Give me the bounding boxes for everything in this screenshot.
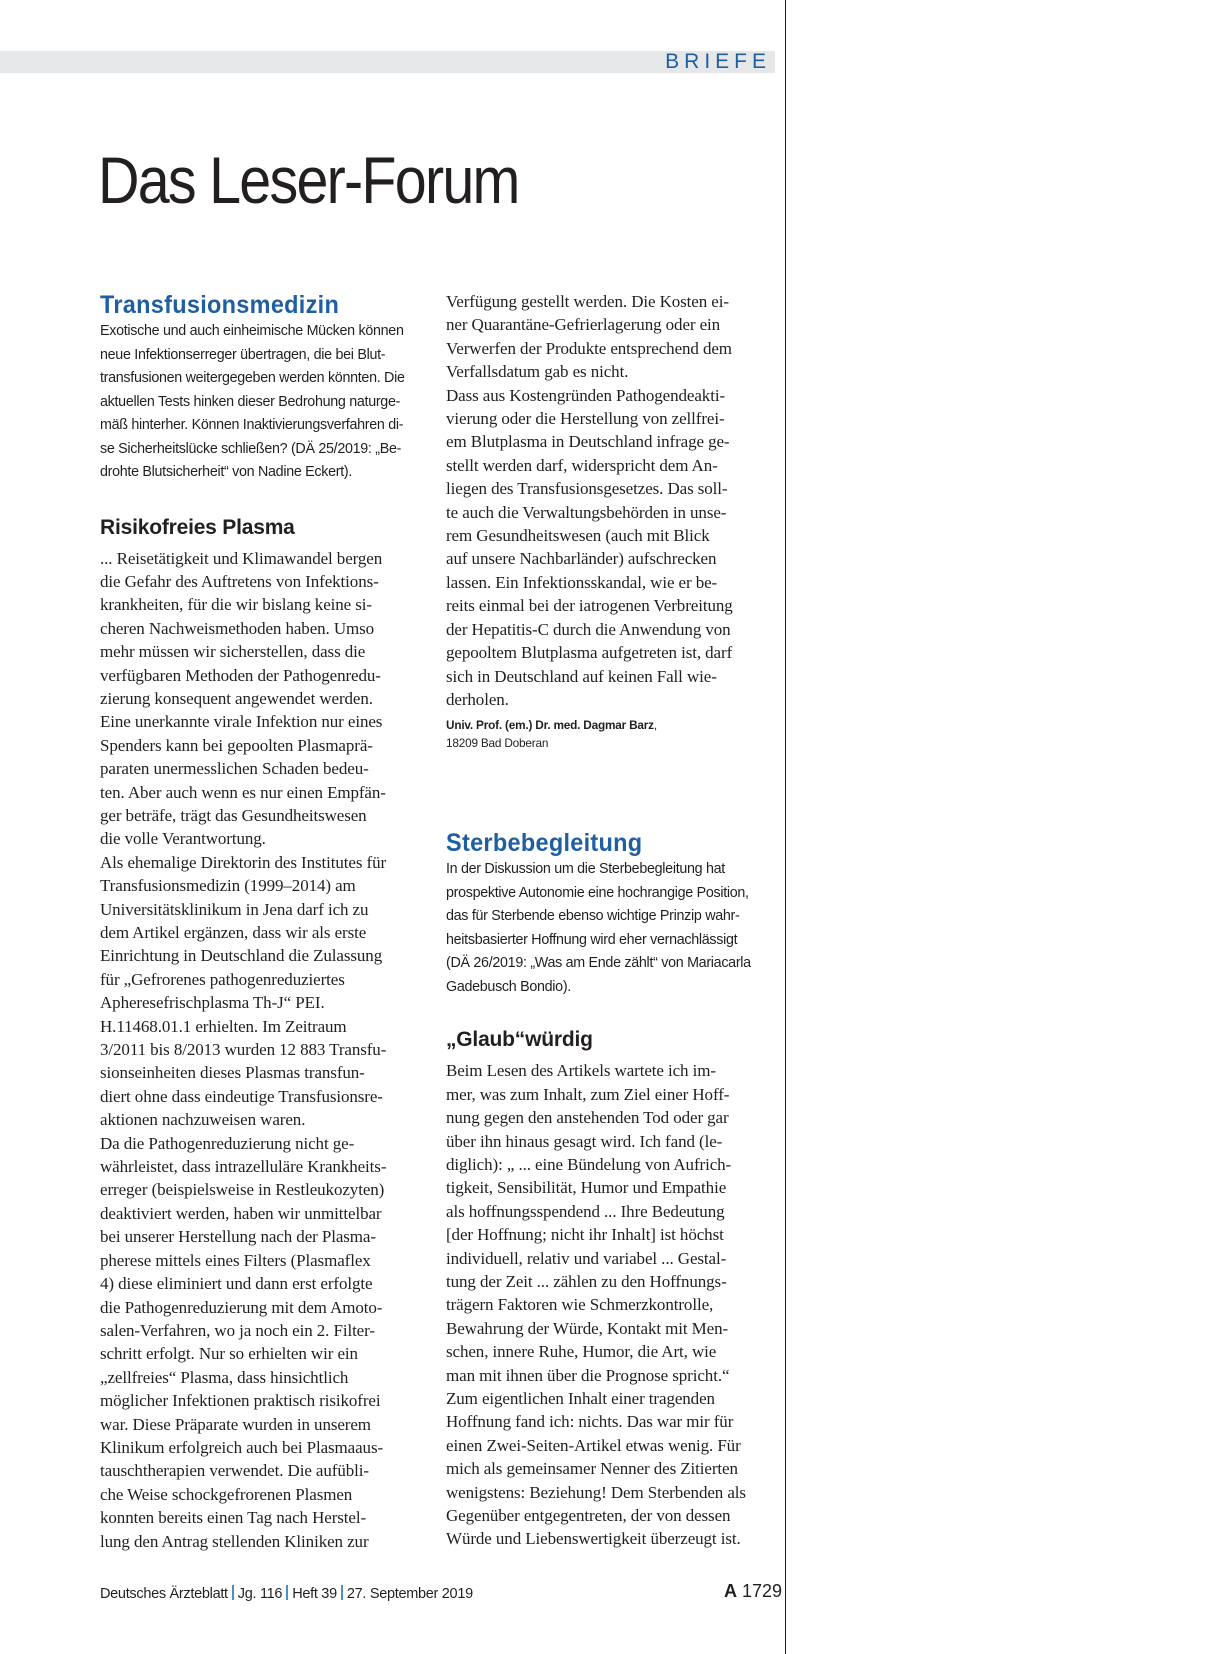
journal-issue: Heft 39 xyxy=(292,1586,337,1602)
text-line: H.11468.01.1 erhielten. Im Zeitraum xyxy=(100,1016,347,1036)
text-line: Dass aus Kostengründen Pathogendeakti- xyxy=(446,385,725,405)
text-line: aktuellen Tests hinken dieser Bedrohung naturge- xyxy=(100,393,401,410)
text-line: mäß hinterher. Können Inaktivierungsverfahren di- xyxy=(100,417,404,433)
author-suffix: , xyxy=(653,718,657,733)
journal-volume: Jg. 116 xyxy=(237,1586,283,1602)
text-line: te auch die Verwaltungsbehörden in unse- xyxy=(446,502,727,522)
text-line: Hoffnung fand ich: nichts. Das war mir für xyxy=(446,1412,734,1432)
letter1-body-part2 xyxy=(446,290,786,711)
text-line: die Pathogenreduzierung mit dem Amoto- xyxy=(100,1297,383,1317)
text-line: mehr müssen wir sicherstellen, dass die xyxy=(100,642,366,662)
text-line: Spenders kann bei gepoolten Plasmaprä- xyxy=(100,735,373,755)
author-name: Univ. Prof. (em.) Dr. med. Dagmar Barz xyxy=(446,718,654,733)
text-line: Beim Lesen des Artikels wartete ich im- xyxy=(446,1061,716,1081)
text-line: individuell, relativ und variabel ... Gestal- xyxy=(446,1248,727,1268)
letter1-author xyxy=(446,716,786,752)
text-line: war. Diese Präparate wurden in unserem xyxy=(100,1414,371,1434)
text-line: se Sicherheitslücke schließen? (DÄ 25/2019: „Be- xyxy=(100,440,402,457)
text-line: Verfügung gestellt werden. Die Kosten ei- xyxy=(446,292,729,311)
text-line: 4) diese eliminiert und dann erst erfolgte xyxy=(100,1274,373,1294)
text-line: zierung konsequent angewendet werden. xyxy=(100,688,373,708)
text-line: „zellfreies“ Plasma, dass hinsichtlich xyxy=(100,1367,349,1387)
text-line: schen, innere Ruhe, Humor, die Art, wie xyxy=(446,1342,717,1362)
text-line: che Weise schockgefrorenen Plasmen xyxy=(100,1484,353,1504)
text-line: lassen. Ein Infektionsskandal, wie er be- xyxy=(446,572,718,592)
text-line: gepooltem Blutplasma aufgetreten ist, darf xyxy=(446,643,733,663)
text-line: Eine unerkannte virale Infektion nur eines xyxy=(100,712,383,732)
text-line: stellt werden darf, widerspricht dem An- xyxy=(446,455,718,475)
text-line: derholen. xyxy=(446,689,509,709)
journal-name: Deutsches Ärzteblatt xyxy=(100,1586,228,1602)
text-line: möglicher Infektionen praktisch risikofrei xyxy=(100,1391,381,1411)
text-line: Exotische und auch einheimische Mücken können xyxy=(100,323,404,339)
text-line: Apheresefrischplasma Th-J“ PEI. xyxy=(100,993,325,1013)
text-line: einen Zwei-Seiten-Artikel etwas wenig. Für xyxy=(446,1435,741,1455)
text-line: die Gefahr des Auftretens von Infektions- xyxy=(100,571,379,591)
text-line: bei unserer Herstellung nach der Plasma- xyxy=(100,1227,376,1247)
text-line: (DÄ 26/2019: „Was am Ende zählt“ von Mariacarla xyxy=(446,955,751,972)
footer-citation xyxy=(100,1584,473,1604)
separator xyxy=(232,1585,234,1600)
text-line: ten. Aber auch wenn es nur einen Empfän- xyxy=(100,782,386,802)
text-line: mich als gemeinsamer Nenner des Zitierten xyxy=(446,1459,738,1479)
text-line: dem Artikel ergänzen, dass wir als erste xyxy=(100,923,367,942)
text-line: 3/2011 bis 8/2013 wurden 12 883 Transfu- xyxy=(100,1040,387,1060)
text-line: Transfusionsmedizin (1999–2014) am xyxy=(100,876,356,896)
text-line: auf unsere Nachbarländer) aufschrecken xyxy=(446,549,717,569)
text-line: paraten unermesslichen Schaden bedeu- xyxy=(100,759,369,779)
text-line: In der Diskussion um die Sterbebegleitung hat xyxy=(446,861,725,878)
text-line: sionseinheiten dieses Plasmas transfun- xyxy=(100,1063,365,1083)
text-line: als hoffnungsspendend ... Ihre Bedeutung xyxy=(446,1201,725,1221)
text-line: sich in Deutschland auf keinen Fall wie- xyxy=(446,666,717,686)
letter2-intro xyxy=(446,858,786,999)
text-line: Gadebusch Bondio). xyxy=(446,978,571,995)
letter-headline: „Glaub“würdig xyxy=(446,1028,593,1052)
text-line: das für Sterbende ebenso wichtige Prinzip wahr- xyxy=(446,908,740,925)
text-line: für „Gefrorenes pathogenreduziertes xyxy=(100,969,345,989)
letter1-intro xyxy=(100,320,440,485)
text-line: vierung oder die Herstellung von zellfrei- xyxy=(446,409,725,429)
separator xyxy=(341,1585,343,1600)
text-line: krankheiten, für die wir bislang keine si- xyxy=(100,595,372,615)
page-title: Das Leser-Forum xyxy=(98,143,519,217)
page-value: 1729 xyxy=(742,1581,783,1601)
letter-headline: Risikofreies Plasma xyxy=(100,515,295,539)
text-line: über ihn hinaus gesagt wird. Ich fand (le- xyxy=(446,1131,723,1151)
topic-heading: Transfusionsmedizin xyxy=(100,291,340,319)
text-line: ... Reisetätigkeit und Klimawandel bergen xyxy=(100,548,383,568)
text-line: wenigstens: Beziehung! Dem Sterbenden als xyxy=(446,1482,746,1502)
text-line: Bewahrung der Würde, Kontakt mit Men- xyxy=(446,1318,729,1338)
text-line: Verwerfen der Produkte entsprechend dem xyxy=(446,338,732,358)
text-line: salen-Verfahren, wo ja noch ein 2. Filter- xyxy=(100,1320,375,1340)
section-label: BRIEFE xyxy=(665,50,771,73)
text-line: tung der Zeit ... zählen zu den Hoffnungs- xyxy=(446,1271,727,1291)
text-line: drohte Blutsicherheit“ von Nadine Eckert). xyxy=(100,464,353,480)
text-line: diert ohne dass eindeutige Transfusionsre- xyxy=(100,1086,383,1106)
text-line: Da die Pathogenreduzierung nicht ge- xyxy=(100,1133,355,1153)
text-line: trägern Faktoren wie Schmerzkontrolle, xyxy=(446,1295,714,1315)
page-number xyxy=(724,1579,782,1603)
text-line: liegen des Transfusionsgesetzes. Das soll- xyxy=(446,479,728,499)
text-line: man mit ihnen über die Prognose spricht.“ xyxy=(446,1365,730,1385)
text-line: pherese mittels eines Filters (Plasmaflex xyxy=(100,1250,371,1270)
text-line: ger beträfe, trägt das Gesundheitswesen xyxy=(100,805,367,825)
text-line: Zum eigentlichen Inhalt einer tragenden xyxy=(446,1389,715,1408)
text-line: aktionen nachzuweisen waren. xyxy=(100,1110,306,1130)
text-line: diglich): „ ... eine Bündelung von Aufrich- xyxy=(446,1154,732,1174)
text-line: neue Infektionserreger übertragen, die bei Blut- xyxy=(100,346,386,363)
separator xyxy=(286,1585,288,1600)
text-line: ner Quarantäne-Gefrierlagerung oder ein xyxy=(446,315,721,335)
text-line: prospektive Autonomie eine hochrangige Position, xyxy=(446,884,749,901)
text-line: währleistet, dass intrazelluläre Krankheits- xyxy=(100,1157,387,1177)
letter1-body-part1 xyxy=(100,547,440,1553)
text-line: transfusionen weitergegeben werden könnten. Die xyxy=(100,370,405,386)
text-line: Als ehemalige Direktorin des Institutes für xyxy=(100,852,387,872)
text-line: tigkeit, Sensibilität, Humor und Empathie xyxy=(446,1178,727,1198)
text-line: em Blutplasma in Deutschland infrage ge- xyxy=(446,432,730,452)
text-line: lung den Antrag stellenden Kliniken zur xyxy=(100,1531,369,1551)
column-right xyxy=(446,290,786,1551)
text-line: cheren Nachweismethoden haben. Umso xyxy=(100,618,375,638)
text-line: rem Gesundheitswesen (auch mit Blick xyxy=(446,526,710,546)
text-line: nung gegen den anstehenden Tod oder gar xyxy=(446,1108,729,1128)
header-bar xyxy=(0,51,775,73)
text-line: schritt erfolgt. Nur so erhielten wir ein xyxy=(100,1344,358,1364)
page-prefix: A xyxy=(724,1581,737,1601)
text-line: die volle Verantwortung. xyxy=(100,829,266,849)
text-line: erreger (beispielsweise in Restleukozyten) xyxy=(100,1180,385,1200)
text-line: Universitätsklinikum in Jena darf ich zu xyxy=(100,899,369,919)
text-line: verfügbaren Methoden der Pathogenredu- xyxy=(100,665,381,685)
journal-date: 27. September 2019 xyxy=(346,1586,473,1602)
author-place: 18209 Bad Doberan xyxy=(446,736,549,751)
text-line: [der Hoffnung; nicht ihr Inhalt] ist höchst xyxy=(446,1225,724,1245)
text-line: Klinikum erfolgreich auch bei Plasmaaus- xyxy=(100,1437,384,1457)
text-line: mer, was zum Inhalt, zum Ziel einer Hoff- xyxy=(446,1084,730,1104)
text-line: tauschtherapien verwendet. Die aufübli- xyxy=(100,1461,369,1481)
letter2-body xyxy=(446,1059,786,1551)
text-line: der Hepatitis-C durch die Anwendung von xyxy=(446,619,731,639)
column-left xyxy=(100,290,440,1553)
text-line: heitsbasierter Hoffnung wird eher vernachlässigt xyxy=(446,931,738,948)
text-line: Einrichtung in Deutschland die Zulassung xyxy=(100,946,383,966)
text-line: Gegenüber entgegentreten, der von dessen xyxy=(446,1506,731,1526)
text-line: Verfallsdatum gab es nicht. xyxy=(446,362,629,382)
text-line: deaktiviert werden, haben wir unmittelbar xyxy=(100,1203,382,1223)
topic-heading: Sterbebegleitung xyxy=(446,829,643,858)
text-line: reits einmal bei der iatrogenen Verbreitung xyxy=(446,596,733,616)
text-line: konnten bereits einen Tag nach Herstel- xyxy=(100,1508,367,1528)
text-line: Würde und Liebenswertigkeit überzeugt ist. xyxy=(446,1529,741,1549)
